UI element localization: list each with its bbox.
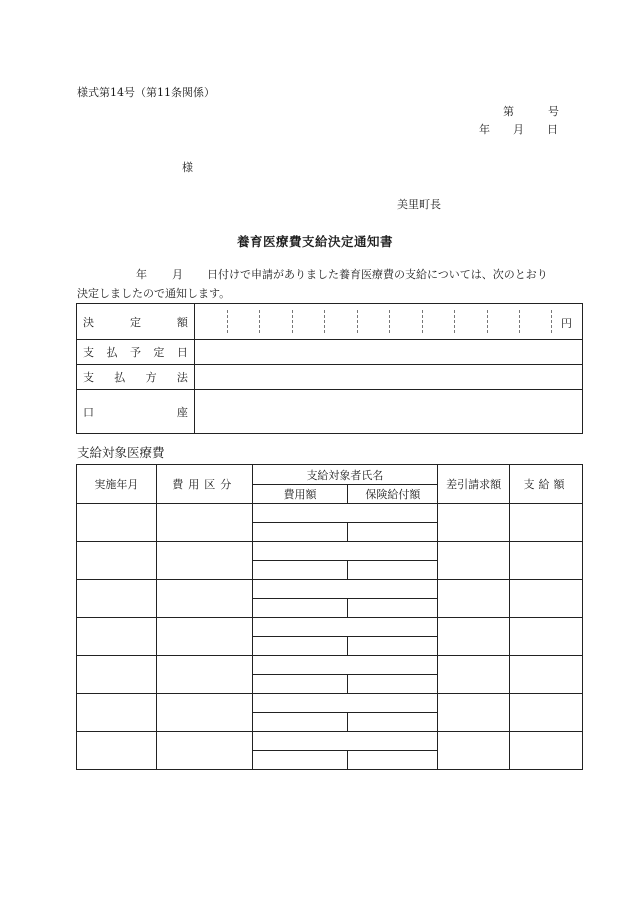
- row-name[interactable]: [252, 542, 438, 561]
- digit-divider: [227, 310, 228, 333]
- pay-method-label: 支 払 方 法: [83, 371, 188, 384]
- digit-divider: [454, 310, 455, 333]
- pay-date-label: 支 払 予 定 日: [83, 346, 188, 359]
- row-name[interactable]: [252, 618, 438, 637]
- table-row: [77, 618, 583, 637]
- row-date[interactable]: [77, 618, 157, 656]
- expenses-table: [76, 464, 583, 770]
- row-date[interactable]: [77, 656, 157, 694]
- body-month: 月: [172, 268, 183, 281]
- row-insurance[interactable]: [348, 599, 438, 618]
- digit-divider: [357, 310, 358, 333]
- page-title: 養育医療費支給決定通知書: [236, 234, 393, 249]
- row-insurance[interactable]: [348, 637, 438, 656]
- row-insurance[interactable]: [348, 675, 438, 694]
- recipient-honorific: 様: [182, 161, 193, 174]
- amount-field[interactable]: [194, 304, 582, 340]
- table-row: [77, 580, 583, 599]
- table-row: [77, 694, 583, 713]
- row-name[interactable]: [252, 732, 438, 751]
- row-cost[interactable]: [252, 713, 348, 732]
- row-payment[interactable]: [510, 618, 583, 656]
- row-name[interactable]: [252, 694, 438, 713]
- row-date[interactable]: [77, 504, 157, 542]
- col-payment: 支給額: [510, 465, 583, 504]
- body-text-line2: 決定しましたので通知します。: [77, 287, 231, 300]
- row-category[interactable]: [156, 542, 252, 580]
- row-name[interactable]: [252, 580, 438, 599]
- date-year: 年: [479, 123, 490, 136]
- digit-divider: [292, 310, 293, 333]
- row-deduction[interactable]: [438, 618, 510, 656]
- row-name[interactable]: [252, 504, 438, 523]
- account-label: 口 座: [83, 405, 188, 419]
- row-name[interactable]: [252, 656, 438, 675]
- pay-date-field[interactable]: [194, 340, 582, 365]
- row-cost[interactable]: [252, 675, 348, 694]
- row-category[interactable]: [156, 580, 252, 618]
- digit-divider: [422, 310, 423, 333]
- col-cost: 費用額: [252, 485, 348, 504]
- row-deduction[interactable]: [438, 504, 510, 542]
- row-date[interactable]: [77, 732, 157, 770]
- col-date: 実施年月: [77, 465, 157, 504]
- row-date[interactable]: [77, 580, 157, 618]
- row-deduction[interactable]: [438, 694, 510, 732]
- row-payment[interactable]: [510, 542, 583, 580]
- form-number: 様式第14号（第11条関係）: [77, 86, 215, 99]
- table-row: [77, 732, 583, 751]
- row-payment[interactable]: [510, 580, 583, 618]
- row-deduction[interactable]: [438, 732, 510, 770]
- row-date[interactable]: [77, 694, 157, 732]
- decision-row-pay-method: [77, 365, 583, 390]
- number-suffix: 号: [548, 105, 559, 118]
- decision-row-pay-date: [77, 340, 583, 365]
- col-name: 支給対象者氏名: [252, 465, 438, 485]
- row-insurance[interactable]: [348, 751, 438, 770]
- decision-row-account: [77, 390, 583, 434]
- row-insurance[interactable]: [348, 523, 438, 542]
- digit-divider: [487, 310, 488, 333]
- row-category[interactable]: [156, 504, 252, 542]
- row-deduction[interactable]: [438, 656, 510, 694]
- account-field[interactable]: [194, 390, 582, 434]
- body-year: 年: [136, 268, 147, 281]
- row-category[interactable]: [156, 656, 252, 694]
- row-insurance[interactable]: [348, 713, 438, 732]
- row-deduction[interactable]: [438, 542, 510, 580]
- table-row: [77, 504, 583, 523]
- expenses-heading: 支給対象医療費: [77, 445, 165, 460]
- digit-divider: [259, 310, 260, 333]
- row-payment[interactable]: [510, 732, 583, 770]
- row-insurance[interactable]: [348, 561, 438, 580]
- row-date[interactable]: [77, 542, 157, 580]
- yen-unit: 円: [561, 317, 572, 330]
- table-row: [77, 542, 583, 561]
- expenses-header-row: [77, 465, 583, 485]
- body-text-line1: 日付けで申請がありました養育医療費の支給については、次のとおり: [207, 268, 548, 281]
- row-category[interactable]: [156, 694, 252, 732]
- row-payment[interactable]: [510, 694, 583, 732]
- row-category[interactable]: [156, 732, 252, 770]
- row-cost[interactable]: [252, 523, 348, 542]
- number-prefix: 第: [503, 105, 514, 118]
- col-insurance: 保険給付額: [348, 485, 438, 504]
- digit-divider: [389, 310, 390, 333]
- pay-method-field[interactable]: [194, 365, 582, 390]
- row-payment[interactable]: [510, 504, 583, 542]
- row-deduction[interactable]: [438, 580, 510, 618]
- row-cost[interactable]: [252, 751, 348, 770]
- row-category[interactable]: [156, 618, 252, 656]
- col-category: 費用区分: [156, 465, 252, 504]
- date-month: 月: [513, 123, 524, 136]
- row-cost[interactable]: [252, 599, 348, 618]
- table-row: [77, 656, 583, 675]
- digit-divider: [324, 310, 325, 333]
- digit-divider: [551, 310, 552, 333]
- sender-name: 美里町長: [397, 198, 441, 211]
- row-cost[interactable]: [252, 561, 348, 580]
- decision-row-amount: [77, 304, 583, 340]
- col-deduction: 差引請求額: [438, 465, 510, 504]
- digit-divider: [519, 310, 520, 333]
- amount-label: 決 定 額: [83, 315, 188, 329]
- row-cost[interactable]: [252, 637, 348, 656]
- decision-table: [76, 303, 583, 434]
- date-day: 日: [547, 123, 558, 136]
- row-payment[interactable]: [510, 656, 583, 694]
